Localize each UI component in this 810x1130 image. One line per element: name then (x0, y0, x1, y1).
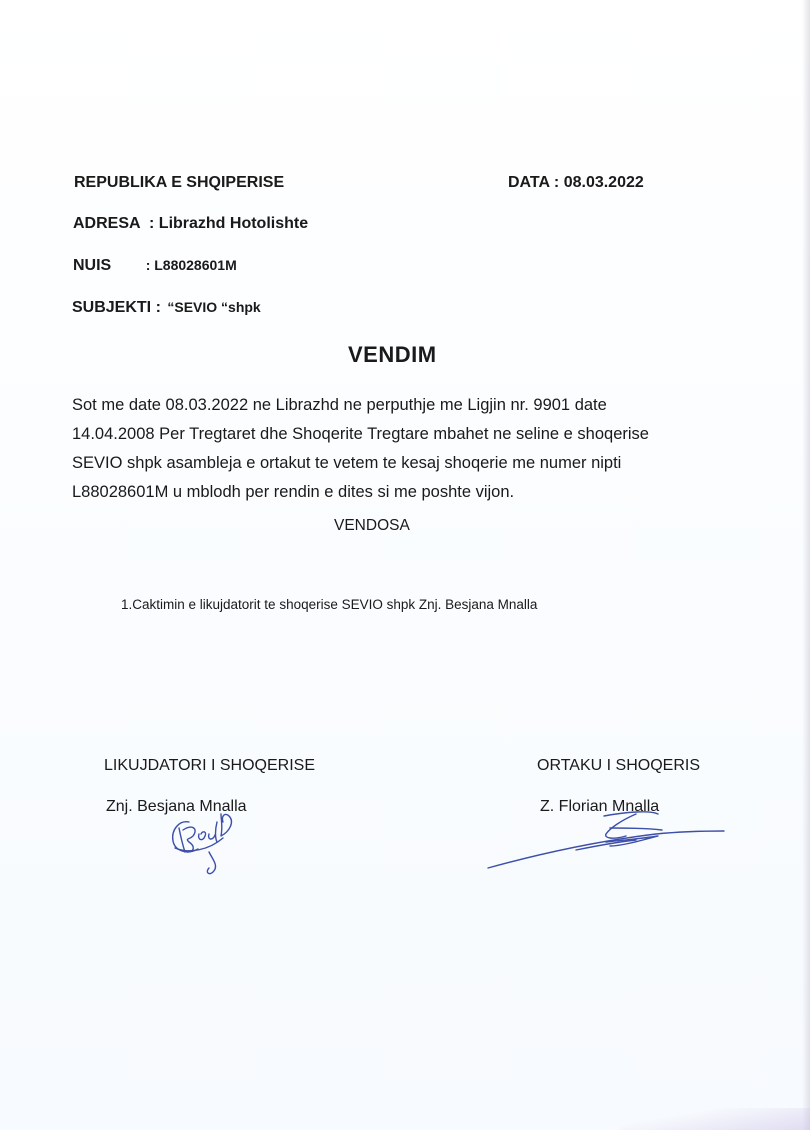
paragraph-line: 14.04.2008 Per Tregtaret dhe Shoqerite Tregtare mbahet ne seline e shoqerise (72, 425, 649, 443)
liquidator-role: LIKUJDATORI I SHOQERISE (104, 757, 316, 774)
nuis-label: NUIS (73, 257, 112, 274)
scan-corner-shadow (620, 1108, 810, 1130)
decision-heading: VENDOSA (334, 517, 410, 534)
scan-edge-shadow (802, 0, 810, 1130)
document-title: VENDIM (348, 342, 437, 367)
date-value: : 08.03.2022 (553, 174, 644, 191)
decision-item: 1.Caktimin e likujdatorit te shoqerise SEVIO shpk Znj. Besjana Mnalla (121, 597, 538, 612)
date-label: DATA (508, 174, 550, 191)
nuis-line (73, 257, 237, 275)
address-line (73, 215, 308, 233)
subject-line (72, 299, 261, 317)
address-value: : Librazhd Hotolishte (149, 215, 309, 232)
paragraph-line: Sot me date 08.03.2022 ne Librazhd ne perputhje me Ligjin nr. 9901 date (72, 396, 607, 414)
subject-label: SUBJEKTI : (72, 299, 161, 316)
nuis-value: : L88028601M (145, 257, 237, 273)
subject-value: “SEVIO “shpk (167, 299, 261, 315)
address-label: ADRESA (73, 215, 141, 232)
decision-paragraph (72, 391, 712, 507)
liquidator-signature (165, 808, 245, 883)
partner-name: Z. Florian Mnalla (540, 798, 660, 815)
date-line (508, 174, 644, 192)
partner-role: ORTAKU I SHOQERIS (537, 757, 700, 774)
partner-signature (486, 806, 728, 872)
liquidator-name: Znj. Besjana Mnalla (106, 798, 247, 815)
country-heading: REPUBLIKA E SHQIPERISE (74, 174, 285, 191)
paragraph-line: L88028601M u mblodh per rendin e dites si me poshte vijon. (72, 483, 515, 501)
paragraph-line: SEVIO shpk asambleja e ortakut te vetem te kesaj shoqerie me numer nipti (72, 454, 622, 472)
